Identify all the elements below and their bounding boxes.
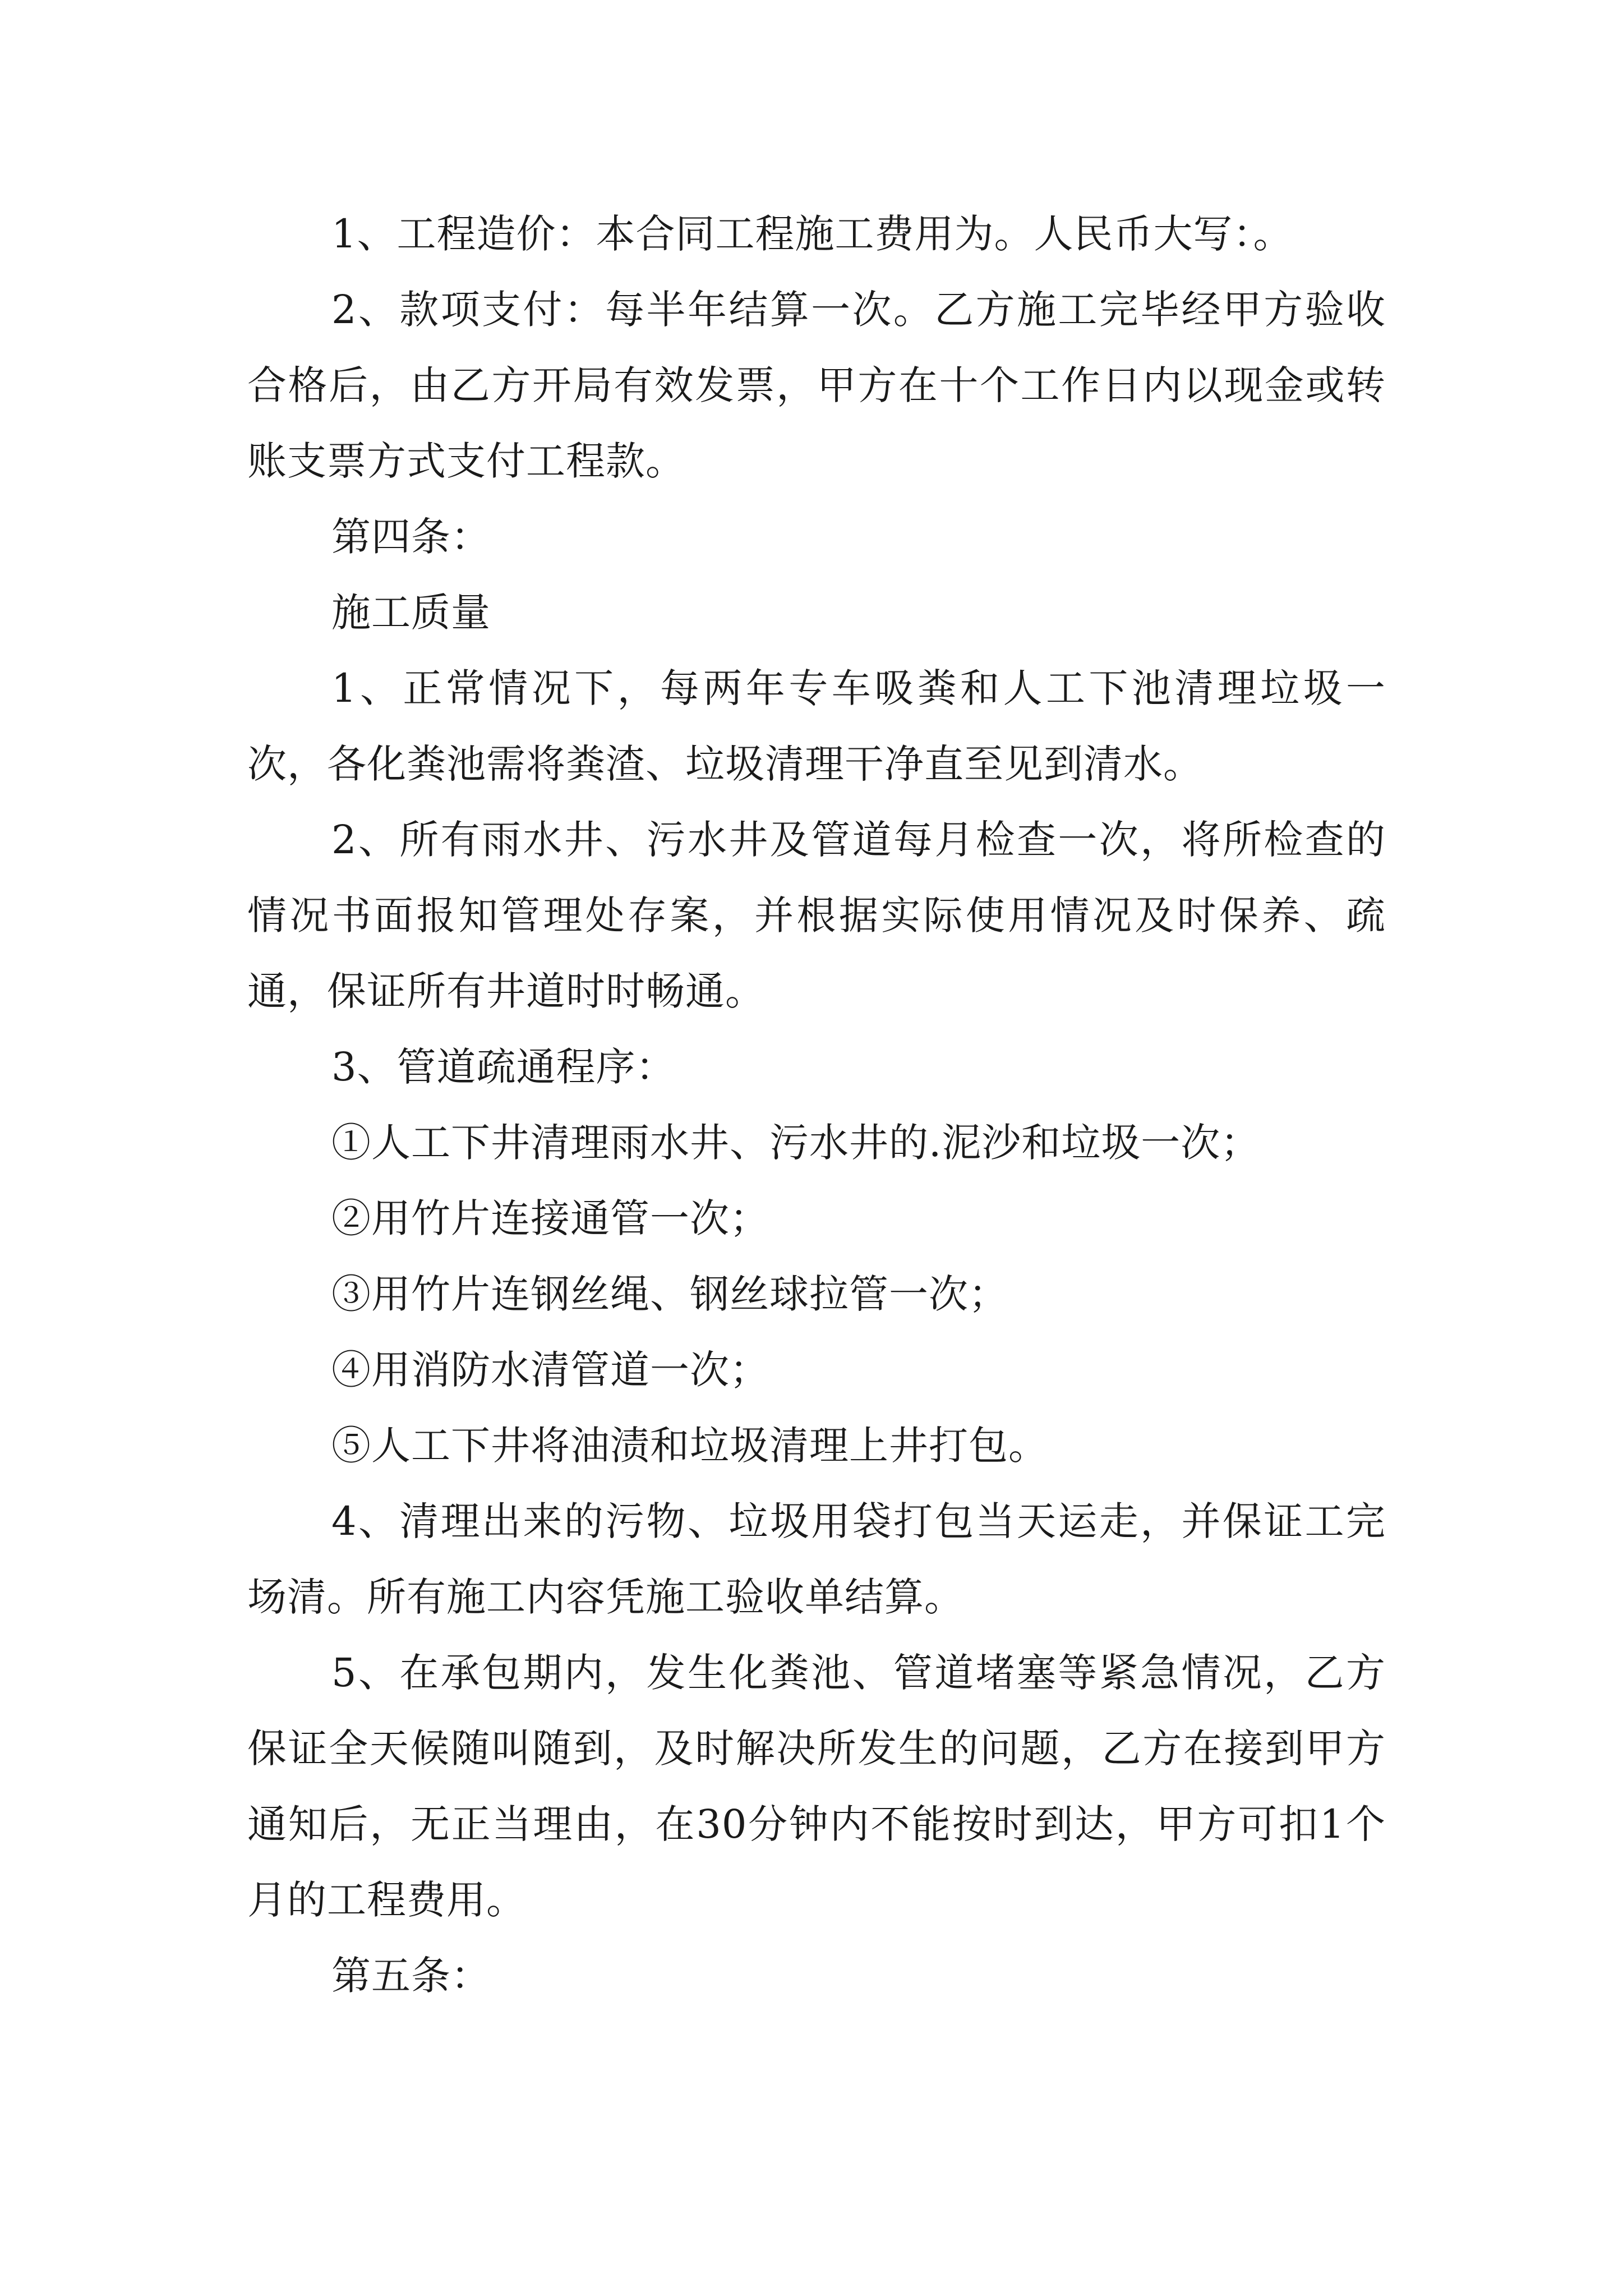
paragraph-payment: 2、款项支付：每半年结算一次。乙方施工完毕经甲方验收合格后，由乙方开局有效发票，甲方在十个工作日内以现金或转账支票方式支付工程款。 xyxy=(247,287,1386,484)
section-title-construction-quality: 施工质量 xyxy=(331,590,491,636)
procedure-step-4: ④用消防水清管道一次； xyxy=(331,1347,769,1393)
paragraph-quality-item-2: 2、所有雨水井、污水井及管道每月检查一次，将所检查的情况书面报知管理处存案，并根据实际使用情况及时保养、疏通，保证所有井道时时畅通。 xyxy=(247,817,1386,1014)
paragraph-quality-item-5: 5、在承包期内，发生化粪池、管道堵塞等紧急情况，乙方保证全天候随叫随到，及时解决所发生的问题，乙方在接到甲方通知后，无正当理由，在30分钟内不能按时到达，甲方可扣1个月的工程费用。 xyxy=(247,1650,1386,1923)
procedure-step-3: ③用竹片连钢丝绳、钢丝球拉管一次； xyxy=(331,1271,1008,1317)
paragraph-quality-item-4: 4、清理出来的污物、垃圾用袋打包当天运走，并保证工完场清。所有施工内容凭施工验收单结算。 xyxy=(247,1498,1386,1620)
procedure-step-1: ①人工下井清理雨水井、污水井的.泥沙和垃圾一次； xyxy=(331,1120,1261,1166)
procedure-step-5: ⑤人工下井将油渍和垃圾清理上井打包。 xyxy=(331,1423,1048,1469)
article-five-heading: 第五条： xyxy=(331,1953,491,1999)
paragraph-quality-item-1: 1、正常情况下，每两年专车吸粪和人工下池清理垃圾一次，各化粪池需将粪渣、垃圾清理干净直至见到清水。 xyxy=(247,665,1386,787)
document-body xyxy=(247,196,1386,2014)
paragraph-engineering-cost: 1、工程造价：本合同工程施工费用为。人民币大写：。 xyxy=(331,211,1293,257)
procedure-step-2: ②用竹片连接通管一次； xyxy=(331,1195,769,1241)
article-four-heading: 第四条： xyxy=(331,514,491,560)
paragraph-quality-item-3: 3、管道疏通程序： xyxy=(331,1044,676,1090)
